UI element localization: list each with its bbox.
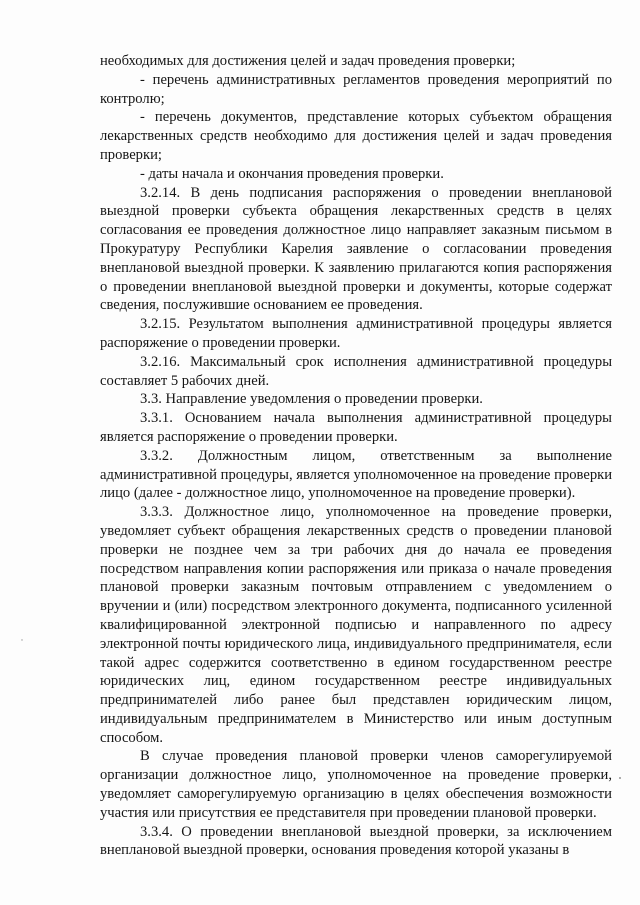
- paragraph-goals-continuation: необходимых для достижения целей и задач проведения проверки;: [100, 53, 516, 69]
- paragraph-3-3-3: 3.3.3. Должностное лицо, уполномоченное на проведение проверки, уведомляет субъект обращения лекарственных средств о проведении плановой проверки не позднее чем за три рабочих дня до начала ее проведения посредством направления копии распоряжения или приказа о начале проведения плановой проверки заказным почтовым отправлением с уведомлением о вручении и (или) посредством электронного документа, подписанного усиленной квалифицированной электронной подписью и направленного по адресу электронной почты юридического лица, индивидуального предпринимателя, если такой адрес содержится соответственно в едином государственном реестре юридических лиц, едином государственном реестре индивидуальных предпринимателей либо ранее был представлен юридическим лицом, индивидуальным предпринимателем в Министерство или иным доступным способом.: [100, 504, 612, 746]
- paragraph-3-3-1: 3.3.1. Основанием начала выполнения административной процедуры является распоряжение о проведении проверки.: [100, 410, 612, 445]
- scan-speck: [21, 639, 22, 640]
- paragraph-self-regulated-organization: В случае проведения плановой проверки членов саморегулируемой организации должностное лицо, уполномоченное на проведение проверки, уведомляет саморегулируемую организацию в целях обеспечения возможности участия или присутствия ее представителя при проведении плановой проверки.: [100, 748, 612, 821]
- paragraph-regulations-list: - перечень административных регламентов проведения мероприятий по контролю;: [100, 71, 612, 107]
- paragraph-3-3-2: 3.3.2. Должностным лицом, ответственным за выполнение административной процедуры, является уполномоченное на проведение проверки лицо (далее - должностное лицо, уполномоченное на проведение проверки).: [100, 447, 613, 502]
- paragraph-3-2-15: 3.2.15. Результатом выполнения административной процедуры является распоряжение о проведении проверки.: [100, 316, 612, 351]
- paragraph-3-3-4: 3.3.4. О проведении внеплановой выездной проверки, за исключением внеплановой выездной проверки, основания проведения которой указаны в: [100, 823, 612, 859]
- paragraph-inspection-dates: - даты начала и окончания проведения проверки.: [140, 165, 444, 182]
- paragraph-documents-list: - перечень документов, представление которых субъектом обращения лекарственных средств необходимо для достижения целей и задач проведения проверки;: [100, 109, 612, 163]
- section-heading-3-3: 3.3. Направление уведомления о проведении проверки.: [140, 391, 483, 408]
- paragraph-3-2-14: 3.2.14. В день подписания распоряжения о проведении внеплановой выездной проверки субъекта обращения лекарственных средств в целях согласования ее проведения должностное лицо направляет заказным письмом в Прокуратуру Республики Карелия заявление о согласовании проведения внеплановой выездной проверки. К заявлению прилагаются копия распоряжения о проведении внеплановой выездной проверки и документы, которые содержат сведения, послужившие основанием ее проведения.: [100, 184, 612, 314]
- document-body: [100, 52, 612, 860]
- paragraph-3-2-16: 3.2.16. Максимальный срок исполнения административной процедуры составляет 5 рабочих дней.: [100, 353, 612, 389]
- scan-speck: [619, 777, 621, 779]
